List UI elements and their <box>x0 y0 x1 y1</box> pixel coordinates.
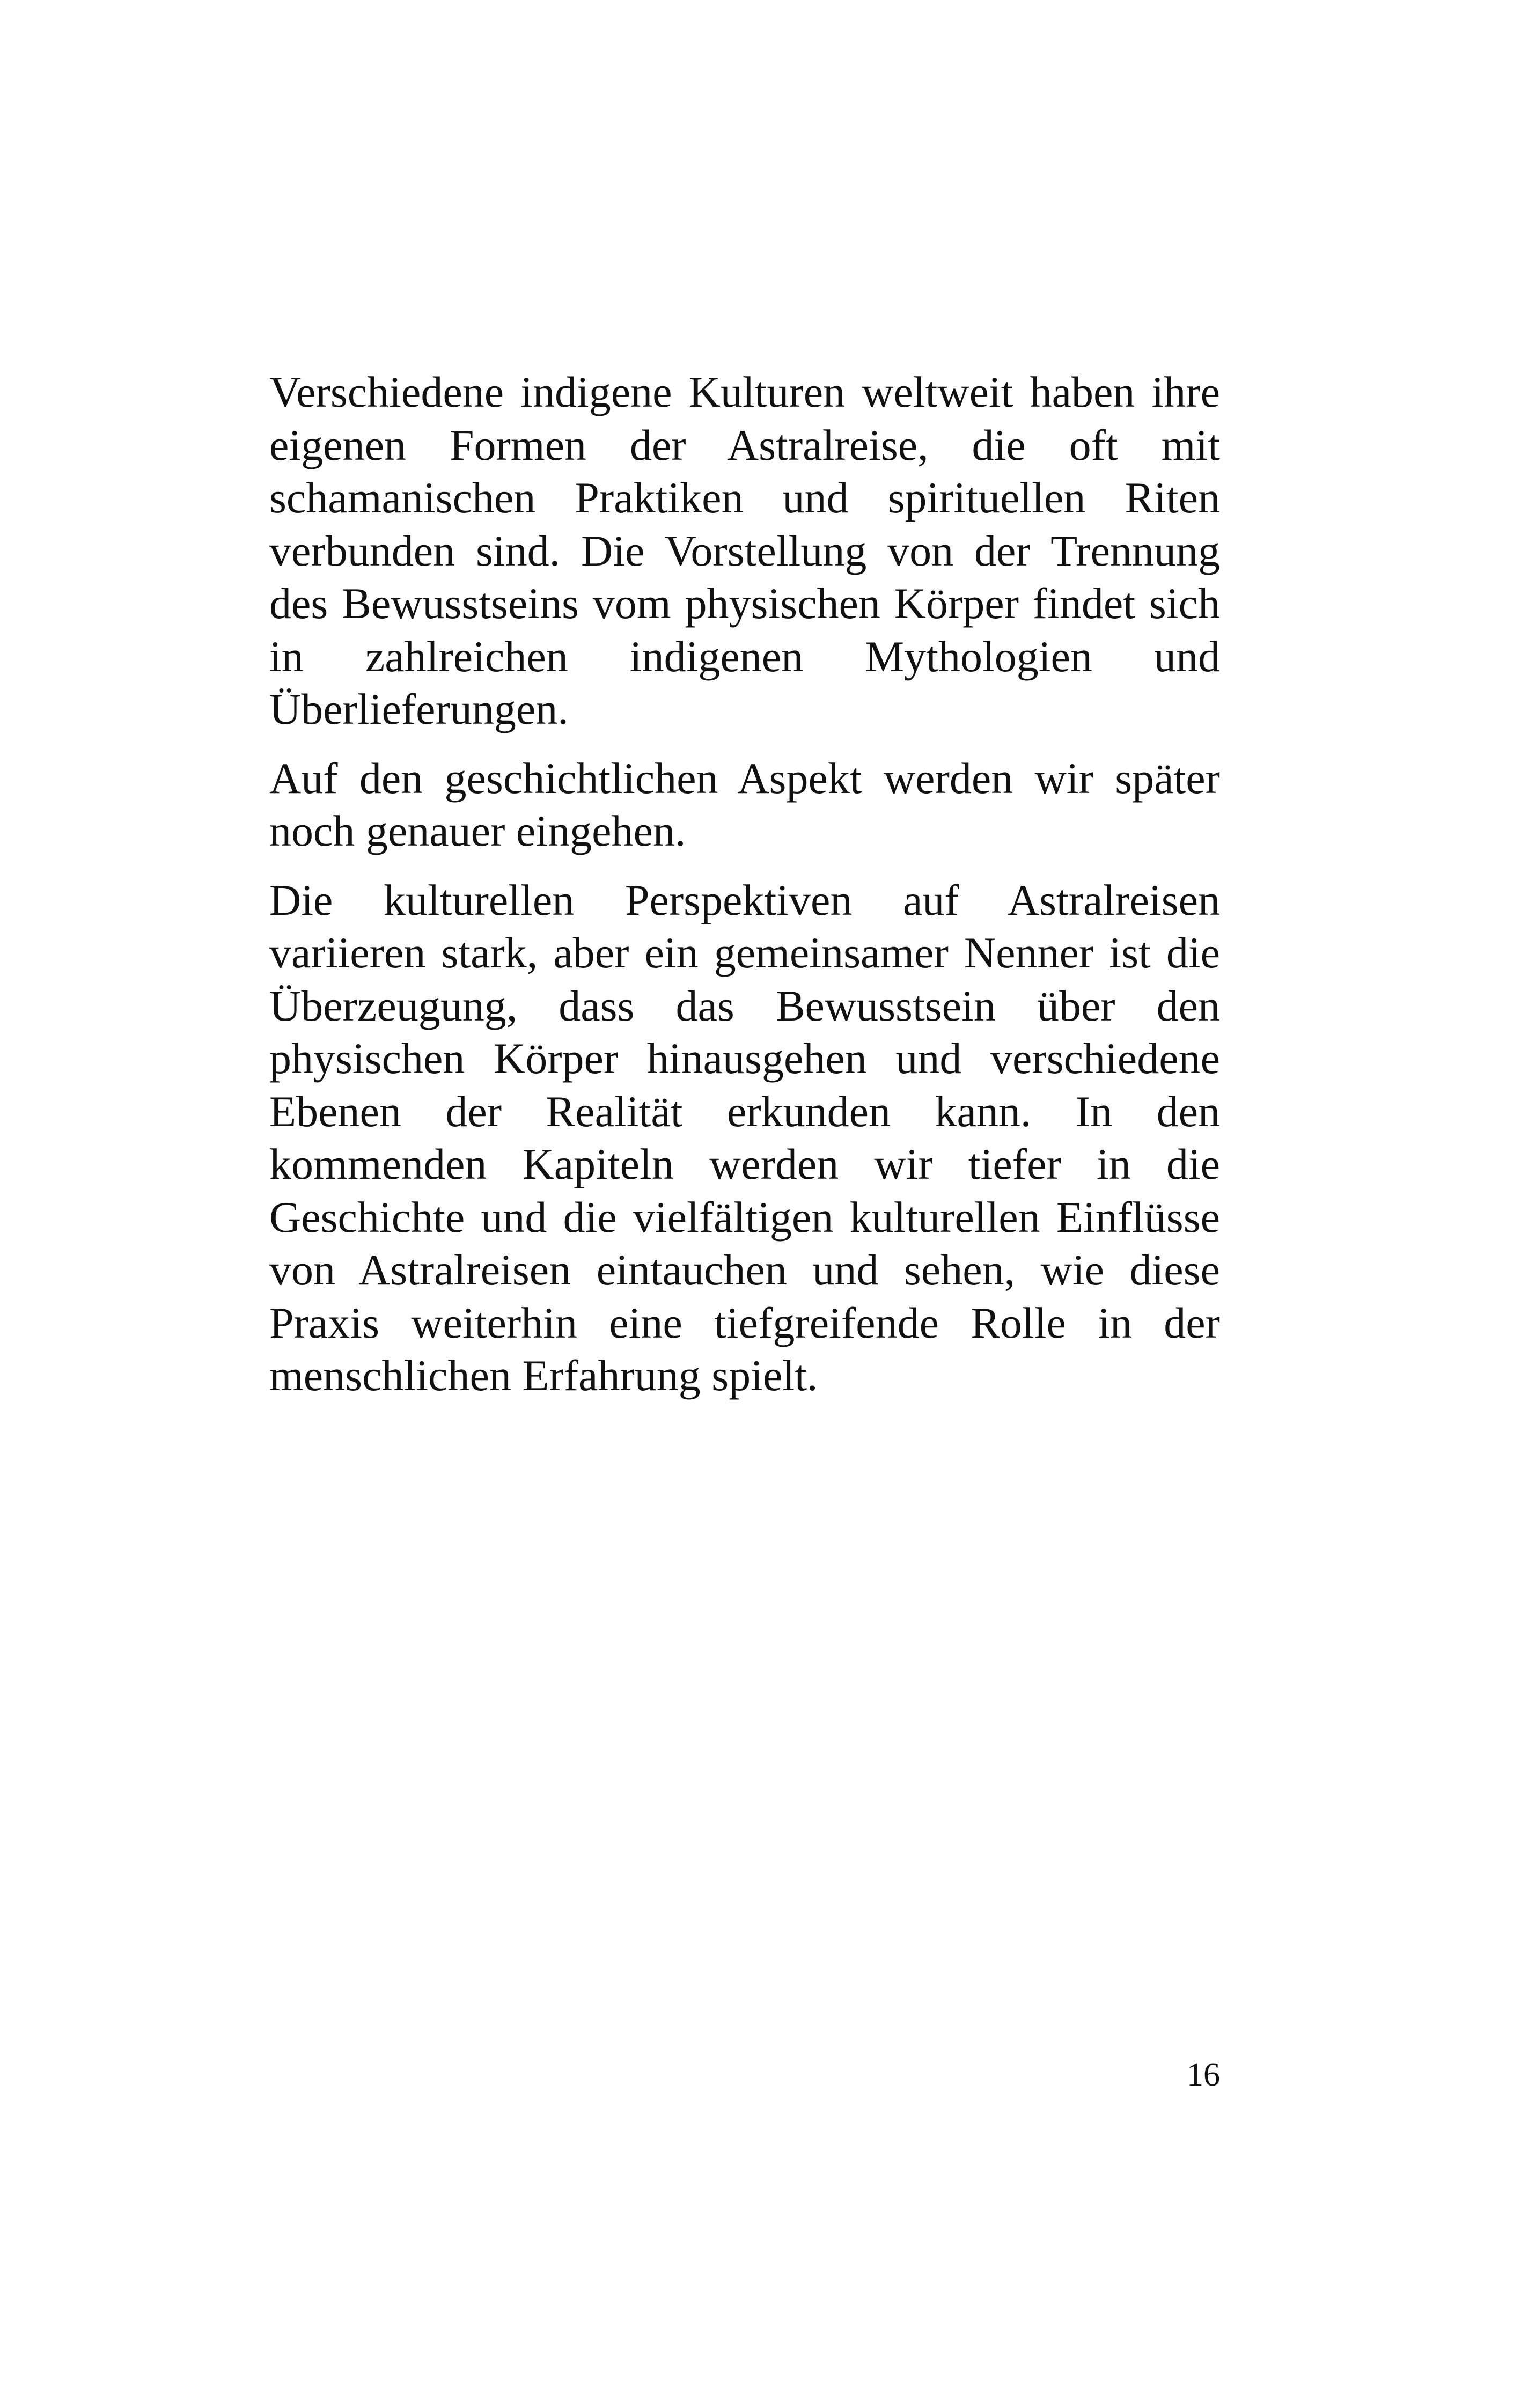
paragraph: Verschiedene indigene Kulturen weltweit haben ihre eigenen Formen der Astralreise, die oft mit schamanischen Praktiken und spirituellen Riten verbunden sind. Die Vorstellung von der Trennung des Bewusstseins vom physischen Körper findet sich in zahlreichen indigenen Mythologien und Überlieferungen. <box>269 368 1220 733</box>
paragraph: Die kulturellen Perspektiven auf Astralreisen variieren stark, aber ein gemeinsamer Nenner ist die Überzeugung, dass das Bewusstsein über den physischen Körper hinausgehen und verschiedene Ebenen der Realität erkunden kann. In den kommenden Kapiteln werden wir tiefer in die Geschichte und die vielfältigen kulturellen Einflüsse von Astralreisen eintauchen und sehen, wie diese Praxis weiterhin eine tiefgreifende Rolle in der menschlichen Erfahrung spielt. <box>269 875 1220 1400</box>
body-text <box>269 366 1220 1419</box>
paragraph: Auf den geschichtlichen Aspekt werden wir später noch genauer eingehen. <box>269 753 1220 855</box>
page-number: 16 <box>1187 2057 1220 2093</box>
